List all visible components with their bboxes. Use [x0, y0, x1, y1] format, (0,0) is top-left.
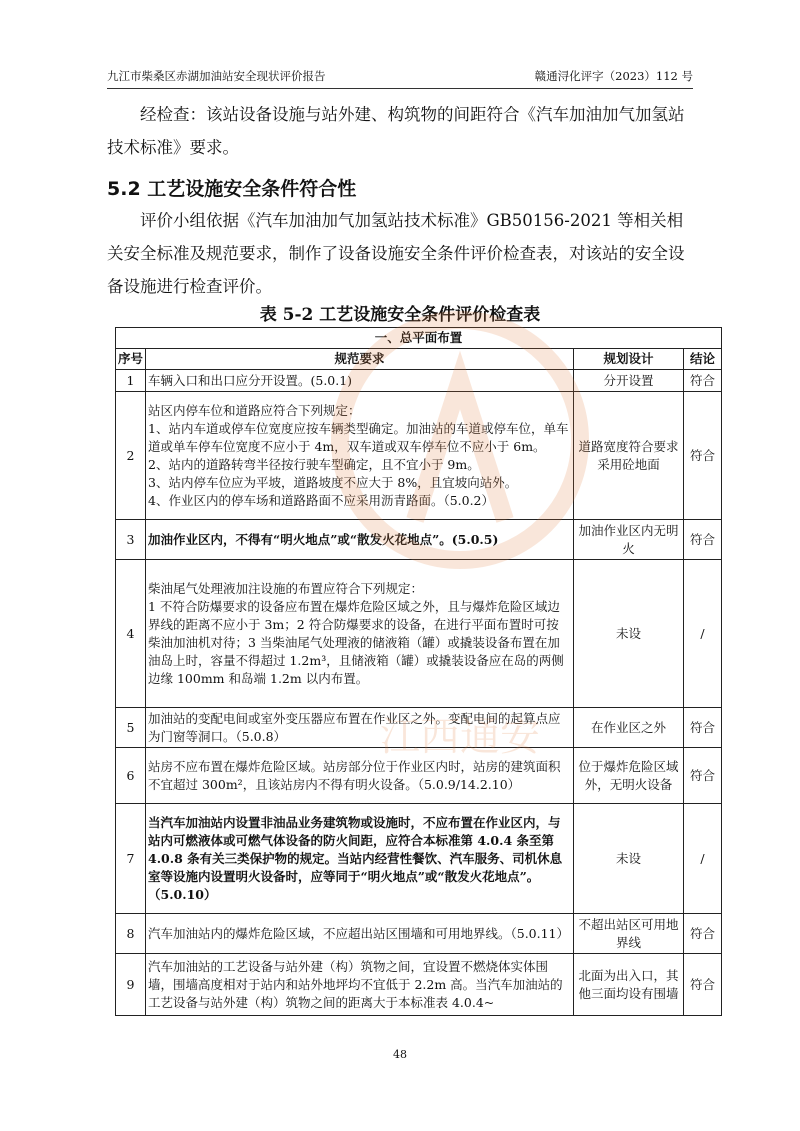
row-result: 符合 [684, 914, 722, 954]
row-requirement: 车辆入口和出口应分开设置。(5.0.1) [146, 370, 574, 392]
table-row [116, 748, 722, 804]
row-number: 1 [116, 370, 146, 392]
row-design: 未设 [574, 560, 684, 708]
paragraph-evaluation-basis: 评价小组依据《汽车加油加气加氢站技术标准》GB50156-2021 等相关相关安全标准及规范要求，制作了设备设施安全条件评价检查表，对该站的安全设备设施进行检查评价。 [107, 211, 685, 296]
row-requirement: 加油站的变配电间或室外变压器应布置在作业区之外。变配电间的起算点应为门窗等洞口。（5.0.8） [146, 708, 574, 748]
col-header-result: 结论 [684, 349, 722, 370]
table-row [116, 954, 722, 1016]
row-result: / [684, 560, 722, 708]
row-design: 加油作业区内无明火 [574, 520, 684, 560]
section-title: 5.2 工艺设施安全条件符合性 [107, 178, 357, 200]
row-requirement: 站房不应布置在爆炸危险区域。站房部分位于作业区内时，站房的建筑面积不宜超过 300m²，且该站房内不得有明火设备。（5.0.9/14.2.10） [146, 748, 574, 804]
row-number: 7 [116, 804, 146, 914]
row-result: / [684, 804, 722, 914]
table-title: 表 5-2 工艺设施安全条件评价检查表 [259, 305, 541, 325]
row-design: 不超出站区可用地界线 [574, 914, 684, 954]
table-row [116, 520, 722, 560]
col-header-requirement: 规范要求 [146, 349, 574, 370]
page-number: 48 [393, 1048, 407, 1061]
row-design: 道路宽度符合要求采用砼地面 [574, 392, 684, 520]
watermark-text: 江西通安 [380, 714, 540, 760]
row-requirement: 站区内停车位和道路应符合下列规定： 1、站内车道或停车位宽度应按车辆类型确定。加油站的车道或停车位，单车道或单车停车位宽度不应小于 4m，双车道或双车停车位不应小于 6m。 2、站内的道路转弯半径按行驶车型确定，且不宜小于 9m。 3、站内停车位应为平坡，道路坡度不应大于 8%，且宜坡向站外。 4、作业区内的停车场和道路路面不应采用沥青路面。（5.0.2） [146, 392, 574, 520]
row-design: 未设 [574, 804, 684, 914]
row-number: 8 [116, 914, 146, 954]
row-requirement: 汽车加油站内的爆炸危险区域，不应超出站区围墙和可用地界线。（5.0.11） [146, 914, 574, 954]
row-number: 2 [116, 392, 146, 520]
row-number: 3 [116, 520, 146, 560]
checklist-table [115, 327, 722, 1016]
table-row [116, 392, 722, 520]
header-report-title: 九江市柴桑区赤湖加油站安全现状评价报告 [107, 69, 326, 83]
paragraph-inspection-result: 经检查：该站设备设施与站外建、构筑物的间距符合《汽车加油加气加氢站技术标准》要求。 [107, 105, 685, 157]
row-design: 分开设置 [574, 370, 684, 392]
row-design: 在作业区之外 [574, 708, 684, 748]
row-requirement: 柴油尾气处理液加注设施的布置应符合下列规定： 1 不符合防爆要求的设备应布置在爆炸危险区域之外，且与爆炸危险区域边界线的距离不应小于 3m；2 符合防爆要求的设备，在进行平面布置时可按柴油加油机对待；3 当柴油尾气处理液的储液箱（罐）或撬装设备布置在加油岛上时，容量不得超过 1.2m³，且储液箱（罐）或撬装设备应在岛的两侧边缘 100mm 和岛端 1.2m 以内布置。 [146, 560, 574, 708]
row-result: 符合 [684, 748, 722, 804]
row-result: 符合 [684, 392, 722, 520]
row-design: 北面为出入口，其他三面均设有围墙 [574, 954, 684, 1016]
table-row [116, 708, 722, 748]
row-result: 符合 [684, 370, 722, 392]
table-group-title: 一、总平面布置 [116, 328, 722, 349]
row-number: 6 [116, 748, 146, 804]
table-row [116, 560, 722, 708]
header-report-number: 赣通浔化评字（2023）112 号 [534, 69, 693, 83]
row-result: 符合 [684, 520, 722, 560]
row-number: 9 [116, 954, 146, 1016]
row-requirement: 汽车加油站的工艺设备与站外建（构）筑物之间，宜设置不燃烧体实体围墙，围墙高度相对于站内和站外地坪均不宜低于 2.2m 高。当汽车加油站的工艺设备与站外建（构）筑物之间的距离大于本标准表 4.0.4~ [146, 954, 574, 1016]
table-row [116, 804, 722, 914]
table-row [116, 370, 722, 392]
row-result: 符合 [684, 954, 722, 1016]
row-requirement: 加油作业区内，不得有“明火地点”或“散发火花地点”。(5.0.5) [146, 520, 574, 560]
row-design: 位于爆炸危险区域外，无明火设备 [574, 748, 684, 804]
col-header-design: 规划设计 [574, 349, 684, 370]
col-header-no: 序号 [116, 349, 146, 370]
table-row [116, 914, 722, 954]
row-number: 5 [116, 708, 146, 748]
row-result: 符合 [684, 708, 722, 748]
row-requirement: 当汽车加油站内设置非油品业务建筑物或设施时，不应布置在作业区内，与站内可燃液体或可燃气体设备的防火间距，应符合本标准第 4.0.4 条至第 4.0.8 条有关三类保护物的规定。当站内经营性餐饮、汽车服务、司机休息室等设施内设置明火设备时，应等同于“明火地点”或“散发火花地点”。（5.0.10） [146, 804, 574, 914]
row-number: 4 [116, 560, 146, 708]
page-header [107, 68, 693, 89]
